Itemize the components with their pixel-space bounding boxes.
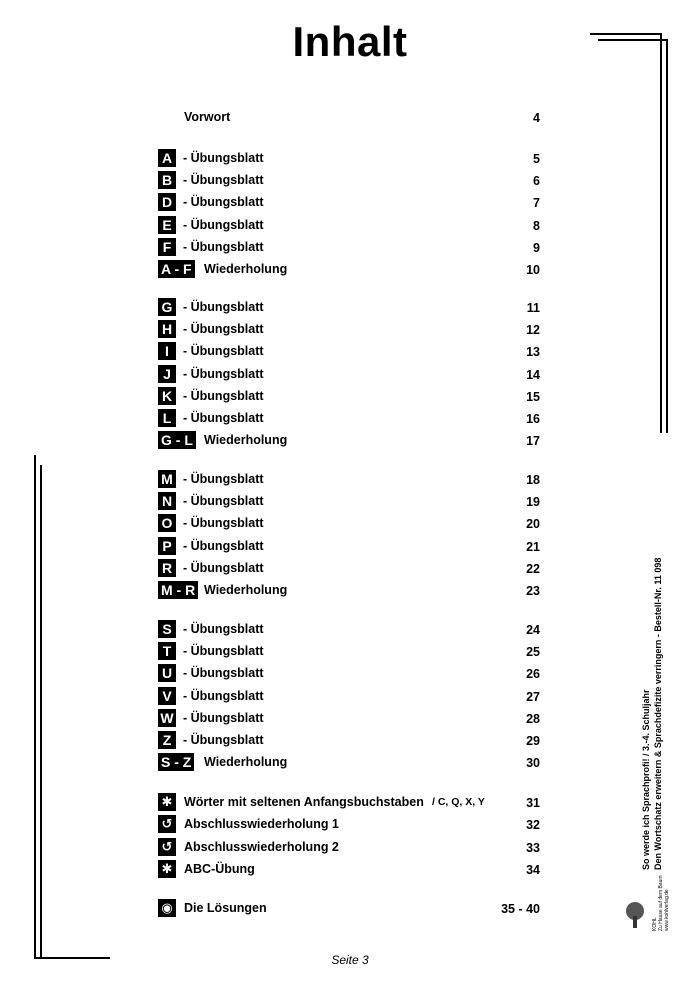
- toc-page: 29: [526, 734, 540, 748]
- toc-page: 18: [526, 473, 540, 487]
- letter-badge: T: [158, 642, 176, 660]
- toc-label: - Übungsblatt: [183, 494, 264, 509]
- toc-row[interactable]: [158, 409, 558, 429]
- repeat-icon: ↺: [158, 815, 176, 833]
- toc-page: 15: [526, 389, 540, 404]
- letter-badge: G - L: [158, 431, 196, 449]
- toc-label: - Übungsblatt: [183, 151, 264, 165]
- toc-label: - Übungsblatt: [183, 173, 264, 188]
- toc-row[interactable]: [158, 687, 558, 707]
- toc-page: 11: [526, 301, 540, 315]
- page-number: Seite 3: [331, 953, 369, 967]
- toc-label: Abschlusswiederholung 2: [184, 839, 339, 854]
- toc-row[interactable]: [158, 514, 558, 534]
- letter-badge: W: [158, 709, 176, 727]
- letter-badge: L: [158, 409, 176, 427]
- toc-label: Vorwort: [184, 110, 231, 124]
- toc-page: 24: [526, 623, 540, 637]
- toc-page: 32: [526, 818, 540, 833]
- toc-row[interactable]: [158, 171, 558, 191]
- toc-page: 6: [533, 174, 540, 189]
- asterisk-icon: ✱: [158, 860, 176, 878]
- toc-label: Wiederholung: [204, 583, 288, 597]
- toc-row-extra[interactable]: [158, 793, 558, 813]
- toc-page: 4: [533, 111, 540, 125]
- publisher-url: www.kohlverlag.de: [664, 889, 670, 931]
- toc-row[interactable]: [158, 709, 558, 729]
- toc-row[interactable]: [158, 216, 558, 236]
- toc-row[interactable]: [158, 620, 558, 640]
- toc-page: 12: [526, 323, 540, 338]
- letter-badge: S - Z: [158, 753, 194, 771]
- letter-badge: F: [158, 238, 176, 256]
- toc-row-solutions[interactable]: [158, 899, 558, 919]
- letter-badge: U: [158, 664, 176, 682]
- toc-page: 14: [526, 367, 540, 382]
- toc-label: Wiederholung: [204, 755, 288, 770]
- toc-label: - Übungsblatt: [183, 239, 264, 254]
- toc-label: - Übungsblatt: [183, 322, 264, 337]
- toc-label: Abschlusswiederholung 1: [184, 817, 339, 832]
- toc-label: - Übungsblatt: [183, 411, 264, 425]
- letter-badge: Z: [158, 731, 176, 749]
- letter-badge: N: [158, 492, 176, 510]
- toc-label: - Übungsblatt: [183, 666, 264, 681]
- decorative-frame-top-right-inner: [598, 39, 668, 433]
- toc-page: 21: [526, 539, 540, 554]
- toc-label-suffix: / C, Q, X, Y: [432, 796, 485, 808]
- toc-page: 26: [526, 667, 540, 682]
- toc-row-vorwort[interactable]: [158, 108, 558, 128]
- toc-row-extra[interactable]: [158, 838, 558, 858]
- toc-page: 8: [533, 218, 540, 233]
- repeat-icon: ↺: [158, 838, 176, 856]
- toc-row[interactable]: [158, 193, 558, 213]
- toc-row[interactable]: [158, 298, 558, 318]
- toc-page: 28: [526, 711, 540, 726]
- toc-page: 10: [526, 263, 540, 277]
- toc-row[interactable]: [158, 387, 558, 407]
- letter-badge: G: [158, 298, 176, 316]
- imprint-line-2: Den Wortschatz erweitern & Sprachdefizite verringern - Bestell-Nr. 11 098: [653, 557, 663, 870]
- toc-page: 27: [526, 689, 540, 704]
- toc-label: ABC-Übung: [184, 861, 255, 876]
- toc-label: - Übungsblatt: [183, 195, 264, 210]
- toc-row[interactable]: [158, 664, 558, 684]
- letter-badge: P: [158, 537, 176, 555]
- tree-trunk: [633, 916, 637, 928]
- toc-page: 19: [526, 495, 540, 510]
- letter-badge: I: [158, 342, 176, 360]
- toc-page: 31: [526, 796, 540, 810]
- toc-row[interactable]: [158, 149, 558, 169]
- toc-page: 16: [526, 412, 540, 426]
- page-title: Inhalt: [292, 18, 408, 65]
- toc-page: 34: [526, 862, 540, 877]
- toc-page: 35 - 40: [501, 902, 540, 916]
- toc-label: - Übungsblatt: [183, 560, 264, 575]
- toc-label: - Übungsblatt: [183, 344, 264, 359]
- publisher-name: KOHL: [652, 917, 658, 931]
- toc-label: - Übungsblatt: [183, 366, 264, 381]
- toc-page: 23: [526, 584, 540, 598]
- toc-row[interactable]: [158, 320, 558, 340]
- asterisk-icon: ✱: [158, 793, 176, 811]
- toc-row[interactable]: [158, 731, 558, 751]
- eye-icon: ◉: [158, 899, 176, 917]
- toc-label: - Übungsblatt: [183, 472, 264, 486]
- toc-row[interactable]: [158, 431, 558, 451]
- toc-label: - Übungsblatt: [183, 538, 264, 553]
- toc-label: - Übungsblatt: [183, 516, 264, 531]
- toc-label: - Übungsblatt: [183, 733, 264, 747]
- toc-page: 7: [533, 196, 540, 211]
- letter-badge: V: [158, 687, 176, 705]
- toc-row[interactable]: [158, 260, 558, 280]
- toc-page: 20: [526, 517, 540, 532]
- letter-badge: R: [158, 559, 176, 577]
- toc-row[interactable]: [158, 342, 558, 362]
- toc-page: 25: [526, 645, 540, 660]
- side-imprint: [640, 530, 664, 870]
- toc-row[interactable]: [158, 537, 558, 557]
- toc-label: - Übungsblatt: [183, 217, 264, 232]
- toc-page: 5: [533, 152, 540, 166]
- toc-row-extra[interactable]: [158, 815, 558, 835]
- toc-row[interactable]: [158, 642, 558, 662]
- toc-page: 17: [526, 434, 540, 449]
- toc-label: Wiederholung: [204, 262, 288, 276]
- toc-page: 22: [526, 561, 540, 576]
- toc-page: 9: [533, 240, 540, 255]
- letter-badge: D: [158, 193, 176, 211]
- letter-badge: H: [158, 320, 176, 338]
- toc-row[interactable]: [158, 492, 558, 512]
- letter-badge: E: [158, 216, 176, 234]
- toc-label: - Übungsblatt: [183, 644, 264, 659]
- letter-badge: A: [158, 149, 176, 167]
- toc-row[interactable]: [158, 365, 558, 385]
- toc-row[interactable]: [158, 238, 558, 258]
- publisher-tagline: Zu Hause auf dem Baum: [658, 875, 664, 931]
- toc-row-extra[interactable]: [158, 860, 558, 880]
- letter-badge: B: [158, 171, 176, 189]
- toc-label: Die Lösungen: [184, 901, 267, 915]
- toc-label: - Übungsblatt: [183, 388, 264, 403]
- toc-label: - Übungsblatt: [183, 300, 264, 314]
- letter-badge: A - F: [158, 260, 195, 278]
- letter-badge: M: [158, 470, 176, 488]
- toc-page: 33: [526, 840, 540, 855]
- toc-row[interactable]: [158, 753, 558, 773]
- toc-label: Wörter mit seltenen Anfangsbuchstaben: [184, 795, 424, 809]
- toc-page: 13: [526, 345, 540, 360]
- toc-label: Wiederholung: [204, 433, 288, 448]
- toc-label: - Übungsblatt: [183, 710, 264, 725]
- toc-row[interactable]: [158, 581, 558, 601]
- letter-badge: O: [158, 514, 176, 532]
- toc-row[interactable]: [158, 559, 558, 579]
- toc-page: 30: [526, 756, 540, 771]
- toc-row[interactable]: [158, 470, 558, 490]
- letter-badge: S: [158, 620, 176, 638]
- letter-badge: M - R: [158, 581, 198, 599]
- decorative-frame-bottom-left-inner: [40, 465, 110, 959]
- letter-badge: J: [158, 365, 176, 383]
- imprint-line-1: So werde ich Sprachprofi! / 3.-4. Schuljahr: [641, 689, 651, 870]
- toc-label: - Übungsblatt: [183, 622, 264, 636]
- letter-badge: K: [158, 387, 176, 405]
- toc-label: - Übungsblatt: [183, 688, 264, 703]
